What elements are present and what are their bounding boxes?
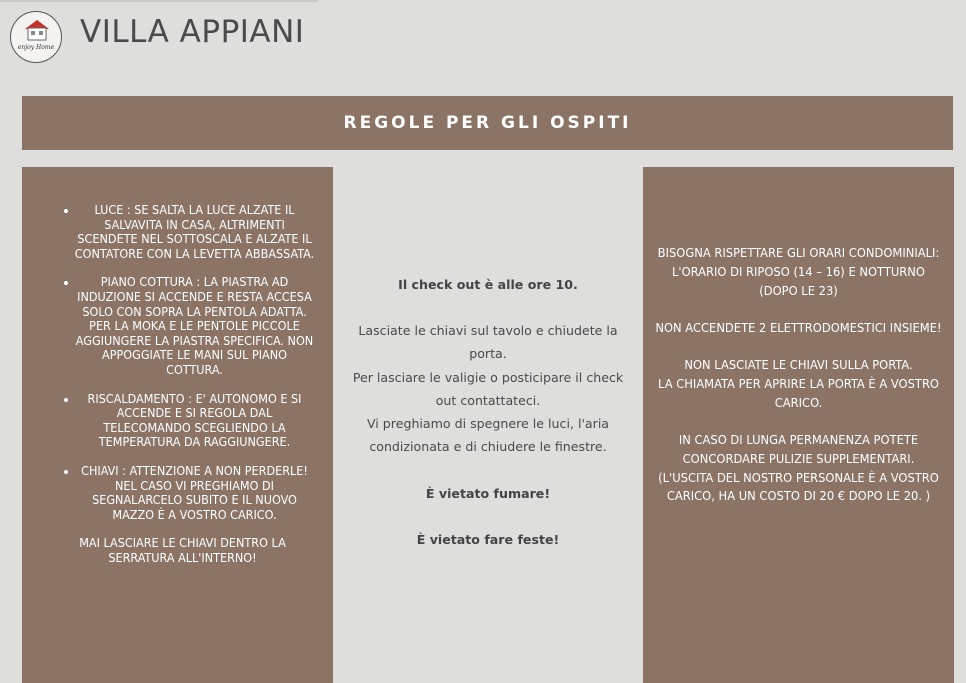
staff-cost-rule: (L'USCITA DEL NOSTRO PERSONALE È A VOSTRO CARICO, HA UN COSTO DI 20 € DOPO LE 20. ) (658, 470, 939, 505)
lights-instruction-line2: condizionata e di chiudere le finestre. (369, 439, 607, 454)
keys-instruction-line2: porta. (469, 346, 507, 361)
logo (10, 11, 62, 63)
rule-item-keys: CHIAVI : ATTENZIONE A NON PERDERLE! NEL CASO VI PREGHIAMO DI SEGNALARCELO SUBITO E IL NUOVO MAZZO È A VOSTRO CARICO. (64, 464, 315, 522)
lights-instruction-line1: Vi preghiamo di spegnere le luci, l'aria (366, 416, 610, 431)
banner-title: REGOLE PER GLI OSPITI (343, 113, 632, 133)
house-icon (23, 18, 51, 42)
rules-banner (22, 96, 953, 150)
page-title: VILLA APPIANI (80, 14, 305, 50)
rule-item-cooktop: PIANO COTTURA : LA PIASTRA AD INDUZIONE SI ACCENDE E RESTA ACCESA SOLO CON SOPRA LA PENTOLA ADATTA. PER LA MOKA E LE PENTOLE PICCOLE AGGIUNGERE LA PIASTRA SPECIFICA. NON APPOGGIATE LE MANI SUL PIANO COTTURA. (64, 275, 315, 377)
luggage-instruction-line2: out contattateci. (435, 393, 541, 408)
left-panel (22, 167, 333, 683)
right-panel (643, 167, 954, 683)
middle-panel (333, 167, 643, 683)
appliances-rule: NON ACCENDETE 2 ELETTRODOMESTICI INSIEME! (655, 320, 942, 336)
checkout-time: Il check out è alle ore 10. (398, 277, 578, 292)
door-call-rule: LA CHIAMATA PER APRIRE LA PORTA È A VOSTRO CARICO. (657, 376, 939, 411)
no-parties-notice: È vietato fare feste! (416, 532, 560, 547)
rule-item-heating: RISCALDAMENTO : E' AUTONOMO E SI ACCENDE E SI REGOLA DAL TELECOMANDO SCEGLIENDO LA TEMPERATURA DA RAGGIUNGERE. (64, 392, 315, 450)
quiet-hours-rule: BISOGNA RISPETTARE GLI ORARI CONDOMINIALI: L'ORARIO DI RIPOSO (14 – 16) E NOTTURNO (DOPO LE 23) (657, 246, 940, 299)
keys-door-rule: NON LASCIATE LE CHIAVI SULLA PORTA. (684, 358, 913, 374)
rule-item-light: LUCE : SE SALTA LA LUCE ALZATE IL SALVAVITA IN CASA, ALTRIMENTI SCENDETE NEL SOTTOSCALA E ALZATE IL CONTATORE CON LA LEVETTA ABBASSATA. (64, 203, 315, 261)
keys-instruction-line1: Lasciate le chiavi sul tavolo e chiudete la (358, 323, 618, 338)
logo-text: enjoy Home (17, 44, 55, 51)
long-stay-rule: IN CASO DI LUNGA PERMANENZA POTETE CONCORDARE PULIZIE SUPPLEMENTARI. (678, 433, 919, 467)
keys-warning: MAI LASCIARE LE CHIAVI DENTRO LA SERRATURA ALL'INTERNO! (79, 535, 286, 565)
rules-list (50, 203, 315, 522)
luggage-instruction-line1: Per lasciare le valigie o posticipare il check (352, 370, 624, 385)
top-divider (0, 0, 318, 2)
no-smoking-notice: È vietato fumare! (425, 486, 551, 501)
